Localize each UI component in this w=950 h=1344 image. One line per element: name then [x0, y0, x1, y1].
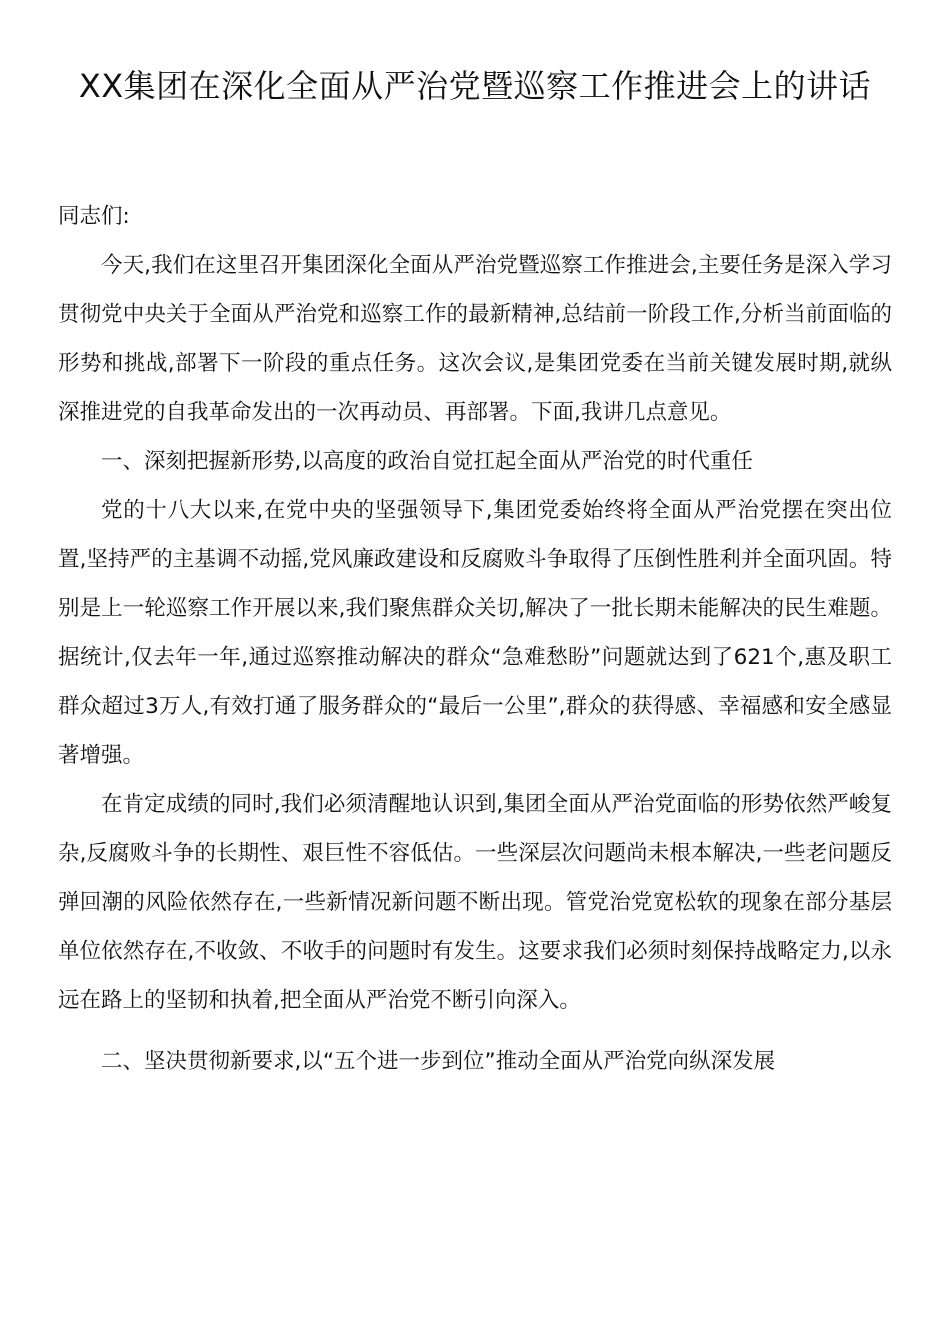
salutation: 同志们: [58, 204, 130, 229]
section1-paragraph-2: 在肯定成绩的同时,我们必须清醒地认识到,集团全面从严治党面临的形势依然严峻复杂,反腐败斗争的长期性、艰巨性不容低估。一些深层次问题尚未根本解决,一些老问题反弹回潮的风险依然存在,一些新情况新问题不断出现。管党治党宽松软的现象在部分基层单位依然存在,不收敛、不收手的问题时有发生。这要求我们必须时刻保持战略定力,以永远在路上的坚韧和执着,把全面从严治党不断引向深入。 [58, 792, 892, 1013]
section1-paragraph-1: 党的十八大以来,在党中央的坚强领导下,集团党委始终将全面从严治党摆在突出位置,坚持严的主基调不动摇,党风廉政建设和反腐败斗争取得了压倒性胜利并全面巩固。特别是上一轮巡察工作开展以来,我们聚焦群众关切,解决了一批长期未能解决的民生难题。据统计,仅去年一年,通过巡察推动解决的群众“急难愁盼”问题就达到了621个,惠及职工群众超过3万人,有效打通了服务群众的“最后一公里”,群众的获得感、幸福感和安全感显著增强。 [58, 498, 892, 768]
intro-paragraph: 今天,我们在这里召开集团深化全面从严治党暨巡察工作推进会,主要任务是深入学习贯彻党中央关于全面从严治党和巡察工作的最新精神,总结前一阶段工作,分析当前面临的形势和挑战,部署下一阶段的重点任务。这次会议,是集团党委在当前关键发展时期,就纵深推进党的自我革命发出的一次再动员、再部署。下面,我讲几点意见。 [58, 253, 892, 425]
section-heading-1: 一、深刻把握新形势,以高度的政治自觉扛起全面从严治党的时代重任 [101, 449, 753, 474]
document-title: XX集团在深化全面从严治党暨巡察工作推进会上的讲话 [78, 67, 872, 105]
section-heading-2: 二、坚决贯彻新要求,以“五个进一步到位”推动全面从严治党向纵深发展 [101, 1049, 776, 1074]
